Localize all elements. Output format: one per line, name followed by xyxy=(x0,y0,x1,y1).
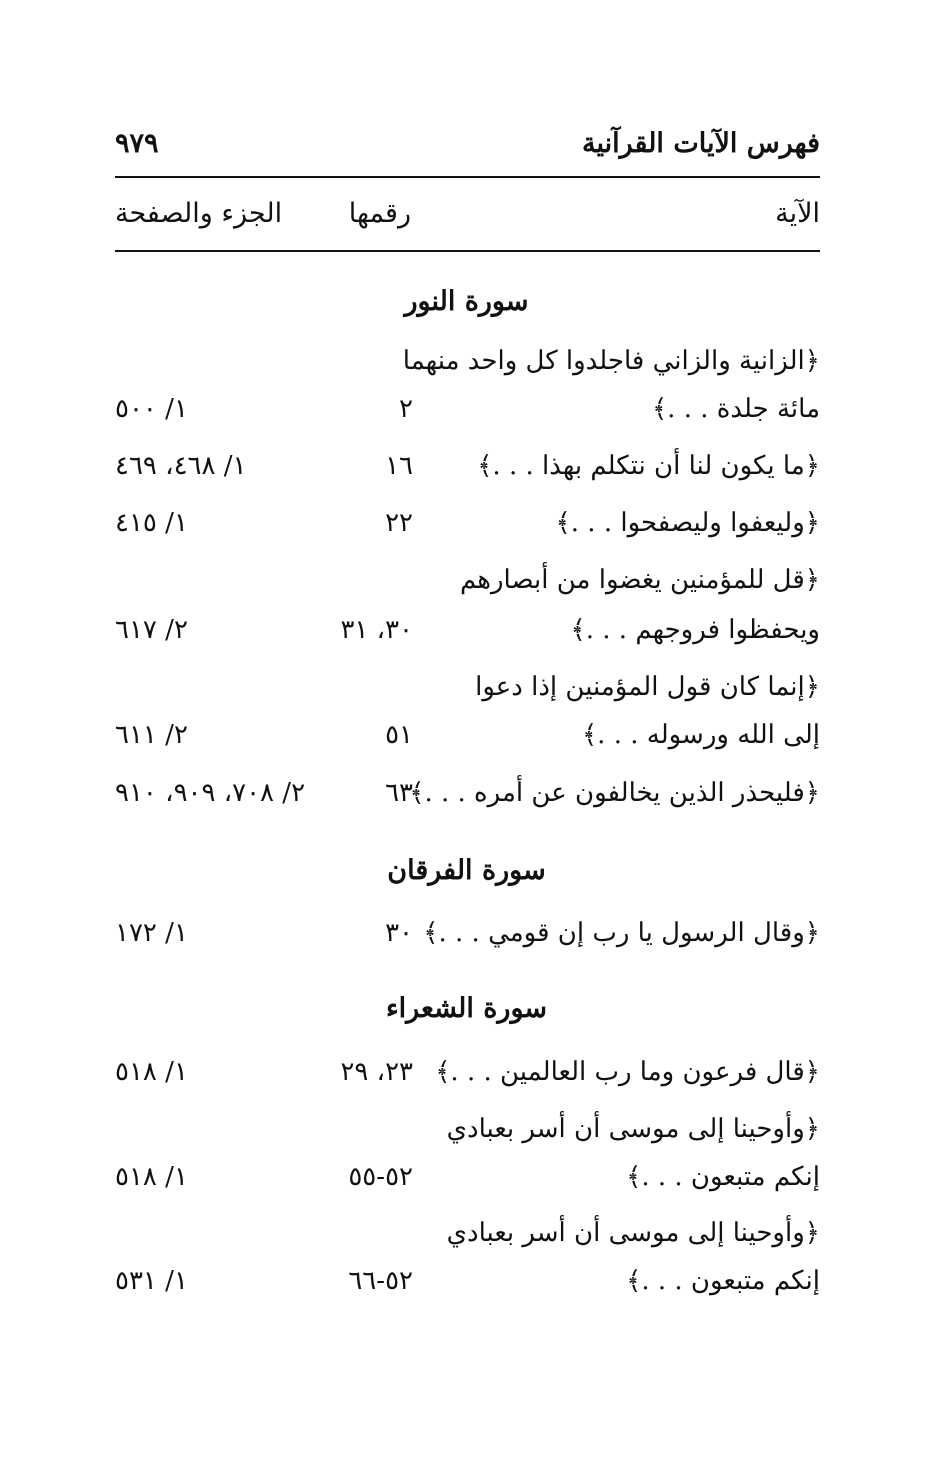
surah-heading: سورة النور xyxy=(404,286,529,317)
volume-page-ref: ١/ ٥١٨ xyxy=(115,1162,188,1192)
ayah-number: ٣٠ xyxy=(385,918,413,948)
ayah-number: ٢٣، ٢٩ xyxy=(340,1057,413,1087)
ayah-number: ٣٠، ٣١ xyxy=(340,615,413,645)
verse-text: إلى الله ورسوله . . .﴾ xyxy=(581,720,820,750)
header-rule xyxy=(115,176,820,178)
volume-page-ref: ١/ ٥١٨ xyxy=(115,1057,188,1087)
volume-page-ref: ١/ ٤١٥ xyxy=(115,508,188,538)
running-header xyxy=(115,128,820,168)
column-header-rule xyxy=(115,250,820,252)
verse-text: ﴿قل للمؤمنين يغضوا من أبصارهم xyxy=(459,565,820,595)
ayah-number: ٥٢-٥٥ xyxy=(348,1162,413,1192)
ayah-number: ١٦ xyxy=(385,451,413,481)
volume-page-ref: ١/ ٥٠٠ xyxy=(115,394,188,424)
verse-text: ﴿ما يكون لنا أن نتكلم بهذا . . .﴾ xyxy=(477,451,820,481)
verse-text: ﴿وأوحينا إلى موسى أن أسر بعبادي xyxy=(446,1114,820,1144)
ayah-number: ٦٣ xyxy=(385,778,413,808)
ayah-number: ٢٢ xyxy=(385,508,413,538)
column-header-volume-page: الجزء والصفحة xyxy=(115,198,283,229)
ayah-number: ٢ xyxy=(399,394,413,424)
surah-heading: سورة الفرقان xyxy=(387,855,546,886)
surah-heading: سورة الشعراء xyxy=(385,993,548,1024)
verse-text: ويحفظوا فروجهم . . .﴾ xyxy=(570,615,820,645)
verse-text: إنكم متبعون . . .﴾ xyxy=(626,1266,820,1296)
verse-text: ﴿وليعفوا وليصفحوا . . .﴾ xyxy=(555,508,820,538)
volume-page-ref: ٢/ ٦١٧ xyxy=(115,615,188,645)
verse-text: ﴿إنما كان قول المؤمنين إذا دعوا xyxy=(475,672,820,702)
verse-text: إنكم متبعون . . .﴾ xyxy=(626,1162,820,1192)
volume-page-ref: ١/ ١٧٢ xyxy=(115,918,188,948)
ayah-number: ٥١ xyxy=(385,720,413,750)
verse-text: ﴿الزانية والزاني فاجلدوا كل واحد منهما xyxy=(402,346,820,376)
column-header-ayah: الآية xyxy=(775,198,820,229)
verse-text: ﴿فليحذر الذين يخالفون عن أمره . . .﴾ xyxy=(409,778,820,808)
column-header-number: رقمها xyxy=(348,198,411,229)
verse-text: ﴿وأوحينا إلى موسى أن أسر بعبادي xyxy=(446,1218,820,1248)
volume-page-ref: ٢/ ٧٠٨، ٩٠٩، ٩١٠ xyxy=(115,778,306,808)
verse-text: ﴿قال فرعون وما رب العالمين . . .﴾ xyxy=(435,1057,820,1087)
ayah-number: ٥٢-٦٦ xyxy=(348,1266,413,1296)
volume-page-ref: ١/ ٥٣١ xyxy=(115,1266,188,1296)
verse-text: مائة جلدة . . .﴾ xyxy=(651,394,820,424)
verse-text: ﴿وقال الرسول يا رب إن قومي . . .﴾ xyxy=(423,918,820,948)
page-number: ٩٧٩ xyxy=(115,128,159,159)
running-title: فهرس الآيات القرآنية xyxy=(582,128,820,159)
volume-page-ref: ٢/ ٦١١ xyxy=(115,720,188,750)
volume-page-ref: ١/ ٤٦٨، ٤٦٩ xyxy=(115,451,247,481)
